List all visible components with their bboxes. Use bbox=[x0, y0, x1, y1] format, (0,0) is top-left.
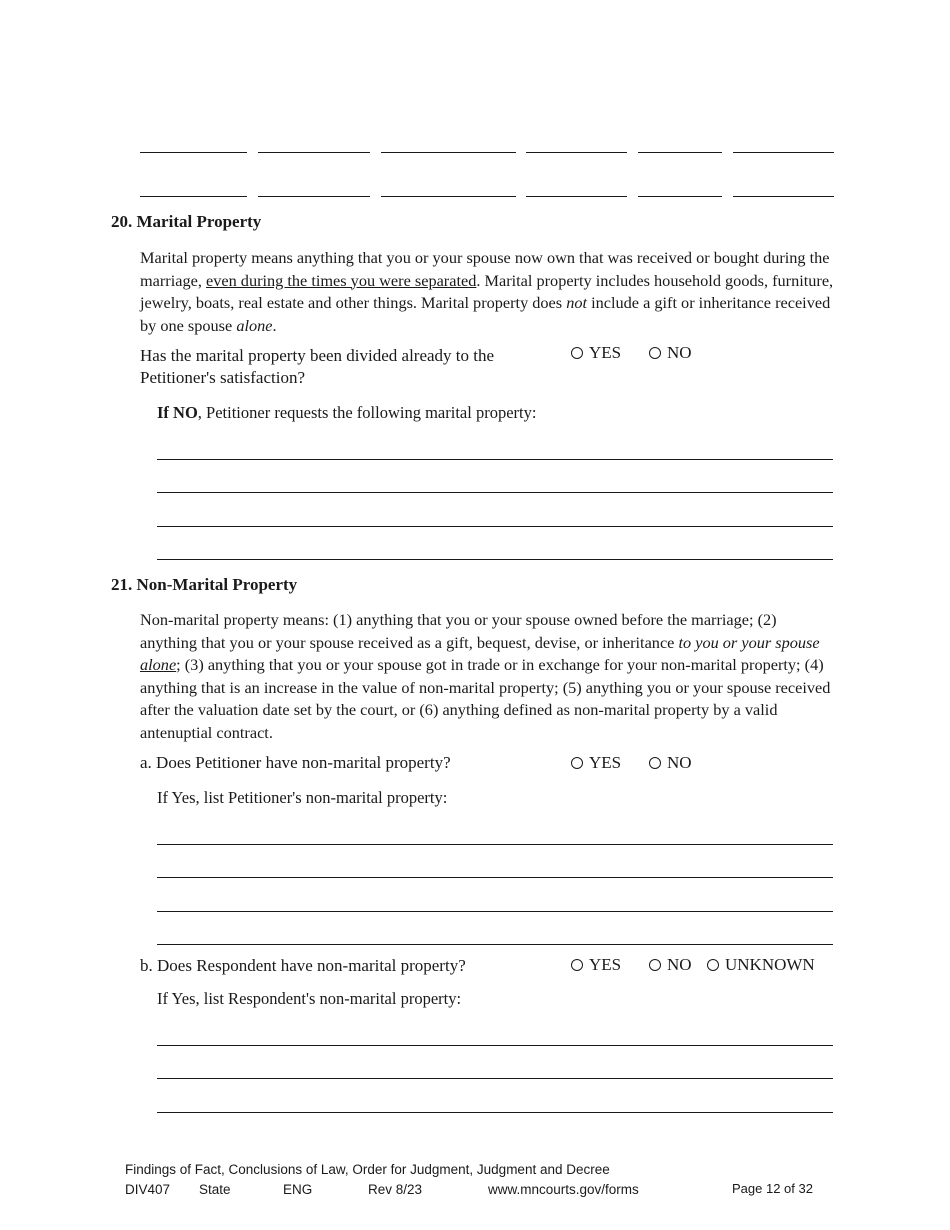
radio-button[interactable] bbox=[571, 757, 583, 769]
petitioner-yes-option[interactable] bbox=[571, 753, 621, 773]
footer-url: www.mncourts.gov/forms bbox=[488, 1182, 639, 1197]
bold-text: If NO bbox=[157, 403, 198, 422]
petitioner-property-line[interactable] bbox=[157, 911, 833, 912]
respondent-list-label: If Yes, list Respondent's non-marital property: bbox=[157, 989, 462, 1008]
underlined-text: even during the times you were separated bbox=[206, 270, 477, 290]
section-21-definition bbox=[140, 609, 835, 744]
petitioner-property-line[interactable] bbox=[157, 944, 833, 945]
radio-button[interactable] bbox=[649, 347, 661, 359]
text: Marital property means anything that you or your spouse now own that was received or bought during the marriage, bbox=[140, 248, 830, 290]
petitioner-property-line[interactable] bbox=[157, 844, 833, 845]
footer-form-id: DIV407 bbox=[125, 1182, 171, 1197]
text: , Petitioner requests the following marital property: bbox=[197, 403, 537, 422]
blank-line[interactable] bbox=[381, 152, 516, 153]
marital-property-line[interactable] bbox=[157, 526, 833, 527]
if-no-label bbox=[157, 402, 536, 424]
italic-underlined-text: alone bbox=[140, 655, 177, 674]
blank-line[interactable] bbox=[381, 196, 516, 197]
question-line: Has the marital property been divided already to the bbox=[140, 346, 495, 365]
radio-button[interactable] bbox=[649, 959, 661, 971]
option-label: UNKNOWN bbox=[725, 955, 815, 974]
footer-revision: Rev 8/23 bbox=[368, 1182, 423, 1197]
text: include a gift or inheritance received by one spouse bbox=[140, 293, 831, 335]
footer-title: Findings of Fact, Conclusions of Law, Order for Judgment, Judgment and Decree bbox=[125, 1162, 610, 1177]
divided-question bbox=[140, 345, 494, 389]
respondent-unknown-option[interactable] bbox=[707, 955, 815, 975]
footer-language: ENG bbox=[283, 1182, 313, 1197]
petitioner-list-label: If Yes, list Petitioner's non-marital property: bbox=[157, 788, 448, 807]
blank-line[interactable] bbox=[638, 152, 722, 153]
blank-line[interactable] bbox=[140, 196, 247, 197]
blank-line[interactable] bbox=[526, 152, 627, 153]
option-label: NO bbox=[667, 343, 692, 362]
option-label: YES bbox=[589, 753, 622, 772]
option-label: NO bbox=[667, 753, 692, 772]
footer-page-number: Page 12 of 32 bbox=[732, 1181, 813, 1196]
text: . Marital property includes household goods, furniture, jewelry, boats, real estate and other things. Marital property does bbox=[140, 270, 834, 312]
divided-no-option[interactable] bbox=[649, 343, 692, 363]
italic-text: alone bbox=[236, 315, 273, 335]
blank-line[interactable] bbox=[733, 196, 834, 197]
text: . bbox=[272, 315, 277, 335]
section-21-heading: 21. Non-Marital Property bbox=[111, 575, 298, 594]
text: ; (3) anything that you or your spouse got in trade or in exchange for your non-marital property; (4) anything that is an increase in the value of non-marital property; (5) anything you or your spouse received after the valuation date set by the court, or (6) anything defined as non-marital property by a valid antenuptial contract. bbox=[140, 655, 831, 742]
option-label: YES bbox=[589, 343, 622, 362]
footer-jurisdiction: State bbox=[199, 1182, 231, 1197]
question-line: Petitioner's satisfaction? bbox=[140, 368, 305, 387]
radio-button[interactable] bbox=[571, 347, 583, 359]
respondent-property-line[interactable] bbox=[157, 1112, 833, 1113]
respondent-yes-option[interactable] bbox=[571, 955, 621, 975]
radio-button[interactable] bbox=[571, 959, 583, 971]
italic-text: not bbox=[566, 293, 588, 312]
radio-button[interactable] bbox=[649, 757, 661, 769]
section-20-definition bbox=[140, 247, 835, 337]
marital-property-line[interactable] bbox=[157, 559, 833, 560]
petitioner-property-line[interactable] bbox=[157, 877, 833, 878]
respondent-property-line[interactable] bbox=[157, 1078, 833, 1079]
option-label: YES bbox=[589, 955, 622, 974]
option-label: NO bbox=[667, 955, 692, 974]
divided-yes-option[interactable] bbox=[571, 343, 621, 363]
italic-text: to you or your spouse bbox=[678, 632, 820, 652]
blank-line[interactable] bbox=[258, 152, 370, 153]
blank-line[interactable] bbox=[526, 196, 627, 197]
blank-line[interactable] bbox=[258, 196, 370, 197]
blank-line[interactable] bbox=[638, 196, 722, 197]
text: Non-marital property means: (1) anything that you or your spouse owned before the marriage; (2) anything that you or your spouse received as a gift, bequest, devise, or inheritance bbox=[140, 610, 777, 652]
respondent-property-line[interactable] bbox=[157, 1045, 833, 1046]
respondent-question: b. Does Respondent have non-marital property? bbox=[140, 956, 466, 975]
radio-button[interactable] bbox=[707, 959, 719, 971]
section-20-heading: 20. Marital Property bbox=[111, 212, 262, 231]
blank-line[interactable] bbox=[140, 152, 247, 153]
marital-property-line[interactable] bbox=[157, 492, 833, 493]
respondent-no-option[interactable] bbox=[649, 955, 692, 975]
petitioner-question: a. Does Petitioner have non-marital property? bbox=[140, 753, 451, 772]
blank-line[interactable] bbox=[733, 152, 834, 153]
marital-property-line[interactable] bbox=[157, 459, 833, 460]
petitioner-no-option[interactable] bbox=[649, 753, 692, 773]
